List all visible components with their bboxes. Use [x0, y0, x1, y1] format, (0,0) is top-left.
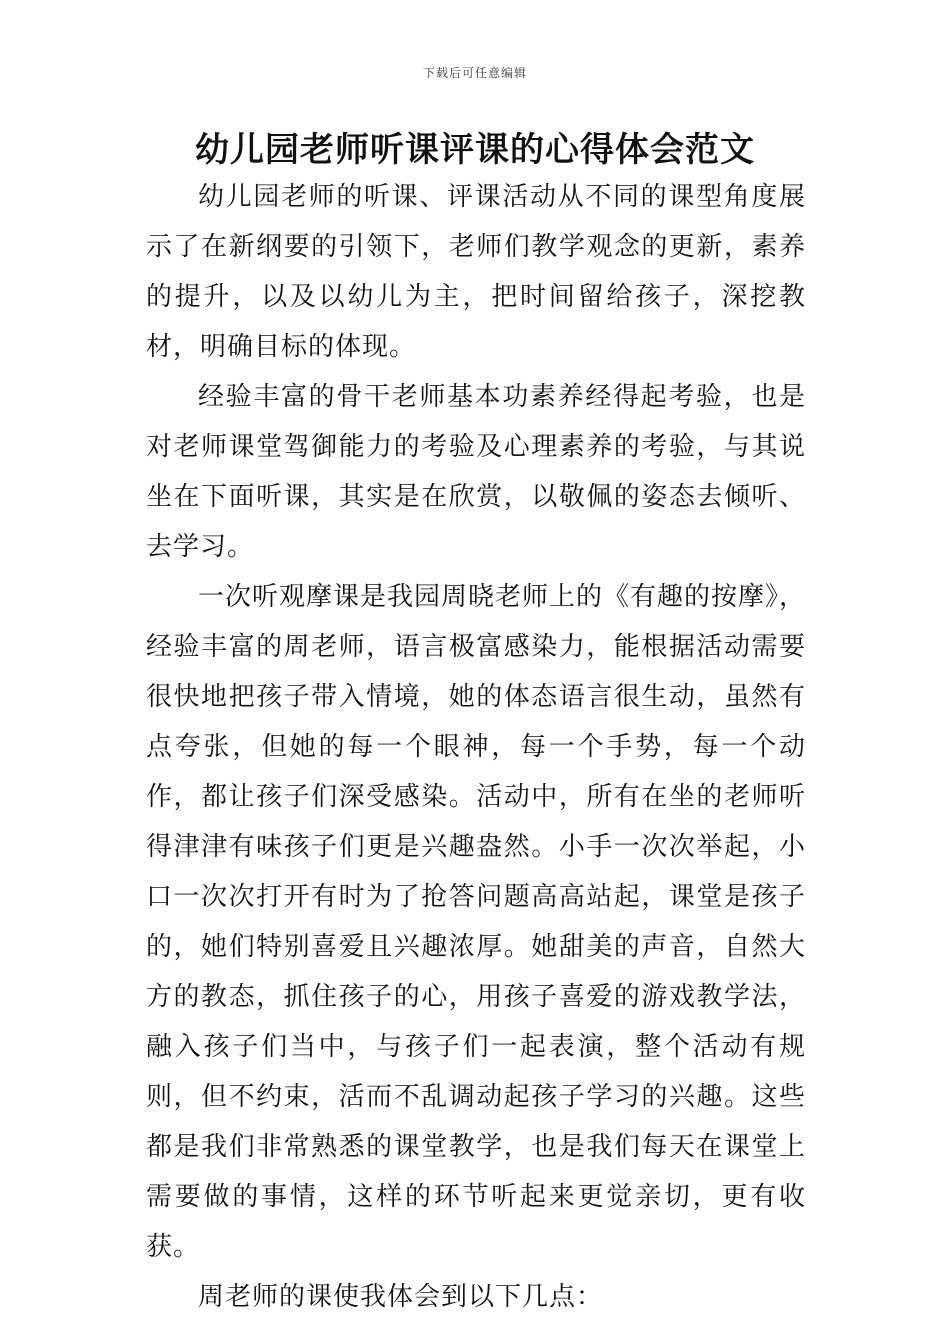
document-title: 幼儿园老师听课评课的心得体会范文	[195, 130, 755, 170]
paragraph-1: 幼儿园老师的听课、评课活动从不同的课型角度展示了在新纲要的引领下，老师们教学观念的更新，素养的提升，以及以幼儿为主，把时间留给孩子，深挖教材，明确目标的体现。	[146, 182, 806, 362]
paragraph-3: 一次听观摩课是我园周晓老师上的《有趣的按摩》，经验丰富的周老师，语言极富感染力，能根据活动需要很快地把孩子带入情境，她的体态语言很生动，虽然有点夸张，但她的每一个眼神，每一个手势，每一个动作，都让孩子们深受感染。活动中，所有在坐的老师听得津津有味孩子们更是兴趣盎然。小手一次次举起，小口一次次打开有时为了抢答问题高高站起，课堂是孩子的，她们特别喜爱且兴趣浓厚。她甜美的声音，自然大方的教态，抓住孩子的心，用孩子喜爱的游戏教学法，融入孩子们当中，与孩子们一起表演，整个活动有规则，但不约束，活而不乱调动起孩子学习的兴趣。这些都是我们非常熟悉的课堂教学，也是我们每天在课堂上需要做的事情，这样的环节听起来更觉亲切，更有收获。	[146, 582, 807, 1262]
header-note: 下载后可任意编辑	[422, 66, 527, 80]
paragraph-2: 经验丰富的骨干老师基本功素养经得起考验，也是对老师课堂驾御能力的考验及心理素养的考验，与其说坐在下面听课，其实是在欣赏，以敬佩的姿态去倾听、去学习。	[146, 382, 806, 562]
document-body	[146, 172, 806, 1322]
paragraph-4: 周老师的课使我体会到以下几点：	[198, 1282, 604, 1312]
